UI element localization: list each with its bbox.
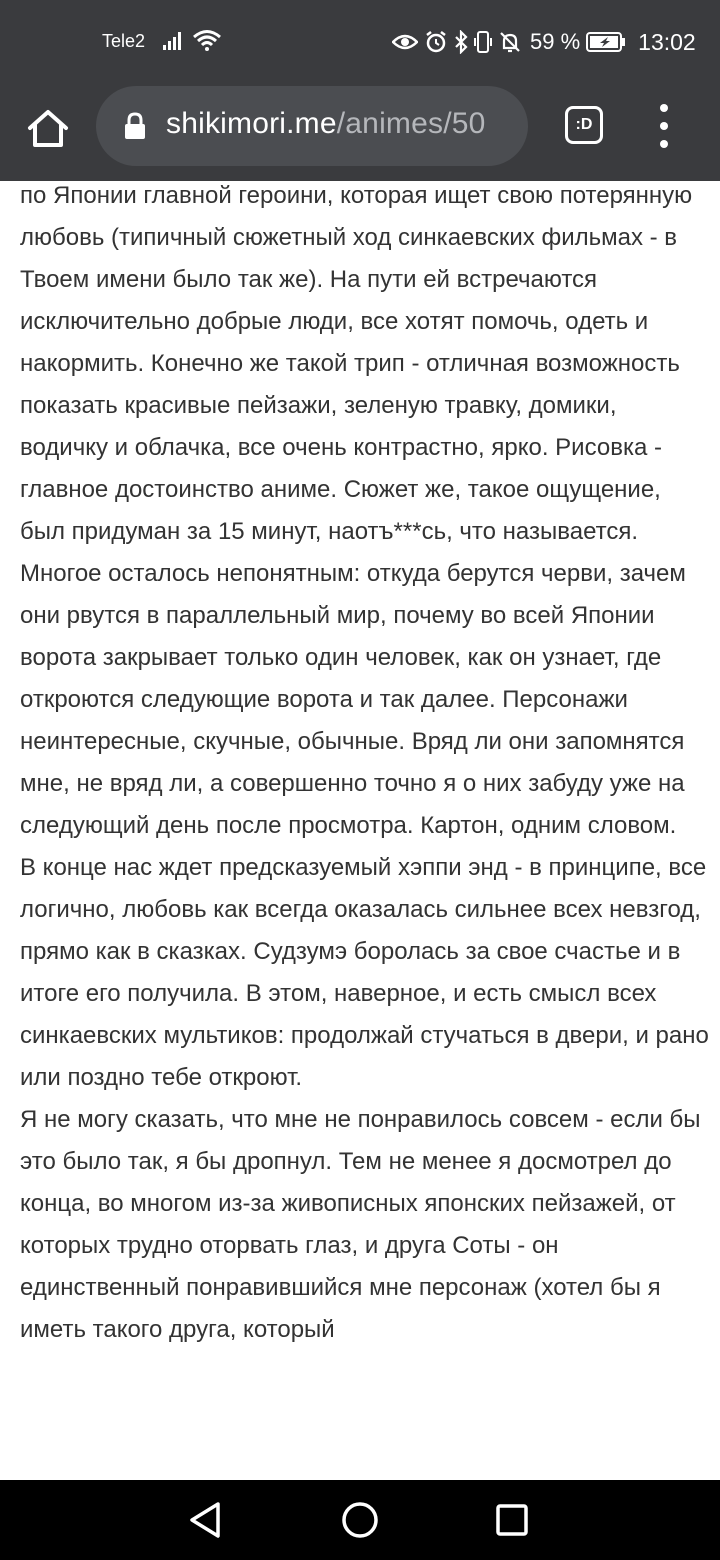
review-text <box>20 181 710 1351</box>
url-text <box>166 107 486 141</box>
menu-dot-icon <box>660 122 668 130</box>
review-paragraph: по Японии главной героини, которая ищет свою потерянную любовь (типичный сюжетный ход синкаевских фильмах - в Твоем имени было так же). На пути ей встречаются исключительно добрые люди, все хотят помочь, одеть и накормить. Конечно же такой трип - отличная возможность показать красивые пейзажи, зеленую травку, домики, водичку и облачка, все очень контрастно, ярко. Рисовка - главное достоинство аниме. Сюжет же, такое ощущение, был придуман за 15 минут, наотъ***сь, что называется. Многое осталось непонятным: откуда берутся черви, зачем они рвутся в параллельный мир, почему во всей Японии ворота закрывает только один человек, как он узнает, где откроются следующие ворота и так далее. Персонажи неинтересные, скучные, обычные. Вряд ли они запомнятся мне, не вряд ли, а совершенно точно я о них забуду уже на следующий день после просмотра. Картон, одним словом. <box>20 182 693 839</box>
wifi-icon <box>192 28 222 52</box>
url-path: /animes/50 <box>336 107 486 140</box>
mute-bell-icon <box>498 30 522 54</box>
browser-top-bar <box>0 0 720 181</box>
vibrate-icon <box>474 30 492 54</box>
lock-icon <box>124 112 146 140</box>
alarm-icon <box>424 30 448 54</box>
overflow-menu-button[interactable] <box>650 104 678 148</box>
signal-icon <box>162 30 186 52</box>
battery-icon <box>586 31 626 53</box>
back-icon[interactable] <box>188 1500 224 1540</box>
menu-dot-icon <box>660 104 668 112</box>
bluetooth-icon <box>454 30 468 54</box>
page-content[interactable] <box>0 181 720 1480</box>
tabs-button[interactable] <box>565 106 603 144</box>
status-icons <box>392 28 696 56</box>
carrier-name: Tele2 <box>102 31 146 51</box>
home-icon <box>26 108 70 148</box>
battery-percent: 59 % <box>530 29 581 54</box>
review-paragraph: В конце нас ждет предсказуемый хэппи энд - в принципе, все логично, любовь как всегда оказалась сильнее всех невзгод, прямо как в сказках. Судзумэ боролась за свое счастье и в итоге его получила. В этом, наверное, и есть смысл всех синкаевских мультиков: продолжай стучаться в двери, и рано или поздно тебе откроют. <box>20 854 709 1091</box>
address-bar[interactable] <box>96 86 528 166</box>
status-bar <box>0 0 720 84</box>
browser-toolbar <box>0 84 720 181</box>
system-nav-bar <box>0 1480 720 1560</box>
recent-apps-icon[interactable] <box>496 1504 528 1536</box>
eye-icon <box>392 32 418 52</box>
home-button[interactable] <box>22 102 74 154</box>
home-circle-icon[interactable] <box>341 1501 379 1539</box>
clock: 13:02 <box>638 28 696 55</box>
url-domain: shikimori.me <box>166 107 337 140</box>
menu-dot-icon <box>660 140 668 148</box>
tabs-label: :D <box>575 116 593 133</box>
review-paragraph: Я не могу сказать, что мне не понравилось совсем - если бы это было так, я бы дропнул. Тем не менее я досмотрел до конца, во многом из-за живописных японских пейзажей, от которых трудно оторвать глаз, и друга Соты - он единственный понравившийся мне персонаж (хотел бы я иметь такого друга, который <box>20 1106 701 1343</box>
